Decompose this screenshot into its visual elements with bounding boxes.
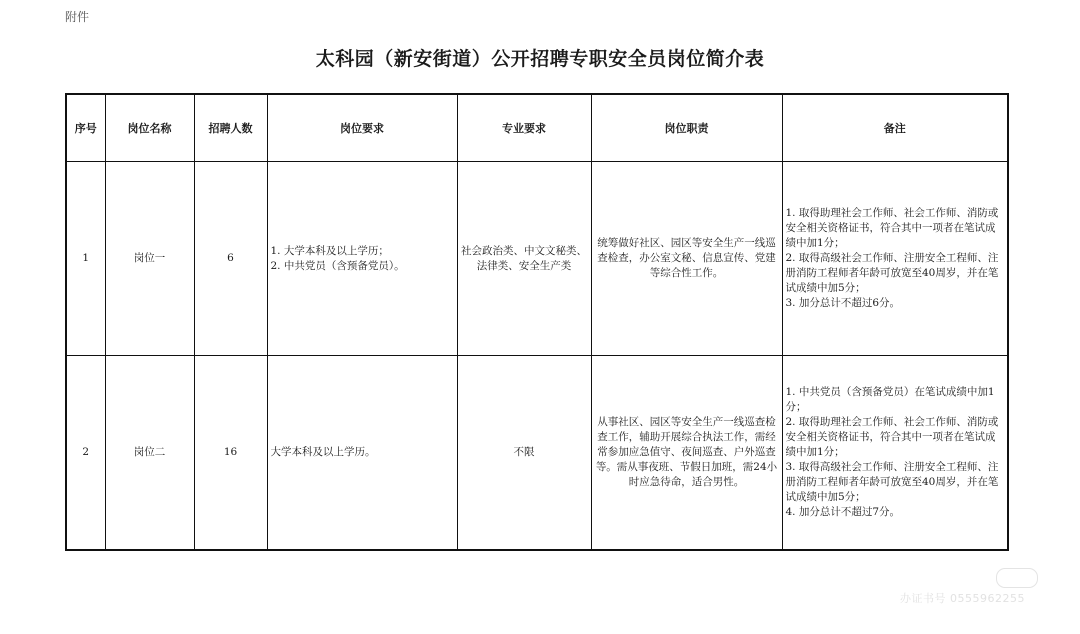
watermark-logo-icon	[996, 568, 1038, 588]
header-no: 序号	[66, 94, 105, 162]
cell-position-name: 岗位一	[105, 162, 194, 356]
page-title: 太科园（新安街道）公开招聘专职安全员岗位简介表	[315, 48, 765, 70]
cell-requirements	[267, 162, 457, 356]
table-row	[66, 162, 1008, 356]
header-duties: 岗位职责	[591, 94, 782, 162]
watermark-text: 办证书号 0555962255	[900, 592, 1025, 605]
requirement-item: 2. 中共党员（含预备党员）。	[270, 259, 405, 272]
cell-no: 1	[66, 162, 105, 356]
cell-remarks	[782, 356, 1008, 551]
cell-count: 16	[194, 356, 267, 551]
header-remarks: 备注	[782, 94, 1008, 162]
cell-major: 社会政治类、中文文秘类、法律类、安全生产类	[457, 162, 591, 356]
remark-item: 2. 取得高级社会工作师、注册安全工程师、注册消防工程师者年龄可放宽至40周岁，并在笔试成绩中加5分；	[785, 252, 999, 294]
requirement-item: 大学本科及以上学历。	[270, 446, 376, 458]
requirement-item: 1. 大学本科及以上学历；	[270, 244, 389, 257]
header-requirements: 岗位要求	[267, 94, 457, 162]
cell-position-name: 岗位二	[105, 356, 194, 551]
cell-count: 6	[194, 162, 267, 356]
attachment-label: 附件	[65, 10, 90, 24]
remark-item: 4. 加分总计不超过7分。	[785, 506, 901, 518]
header-count: 招聘人数	[194, 94, 267, 162]
cell-duties: 统筹做好社区、园区等安全生产一线巡查检查，办公室文秘、信息宣传、党建等综合性工作。	[591, 162, 782, 356]
cell-remarks	[782, 162, 1008, 356]
cell-requirements	[267, 356, 457, 551]
remark-item: 3. 加分总计不超过6分。	[785, 297, 901, 309]
cell-duties: 从事社区、园区等安全生产一线巡查检查工作，辅助开展综合执法工作，需经常参加应急值守、夜间巡查、户外巡查等。需从事夜班、节假日加班，需24小时应急待命，适合男性。	[591, 356, 782, 551]
position-table	[65, 93, 1009, 551]
cell-major: 不限	[457, 356, 591, 551]
remark-item: 1. 取得助理社会工作师、社会工作师、消防或安全相关资格证书，符合其中一项者在笔试成绩中加1分；	[785, 207, 999, 249]
cell-no: 2	[66, 356, 105, 551]
remark-item: 3. 取得高级社会工作师、注册安全工程师、注册消防工程师者年龄可放宽至40周岁，并在笔试成绩中加5分；	[785, 461, 999, 503]
header-major: 专业要求	[457, 94, 591, 162]
remark-item: 1. 中共党员（含预备党员）在笔试成绩中加1分；	[785, 386, 995, 413]
table-row	[66, 356, 1008, 551]
remark-item: 2. 取得助理社会工作师、社会工作师、消防或安全相关资格证书，符合其中一项者在笔试成绩中加1分；	[785, 416, 999, 458]
table-header-row	[66, 94, 1008, 162]
header-position-name: 岗位名称	[105, 94, 194, 162]
